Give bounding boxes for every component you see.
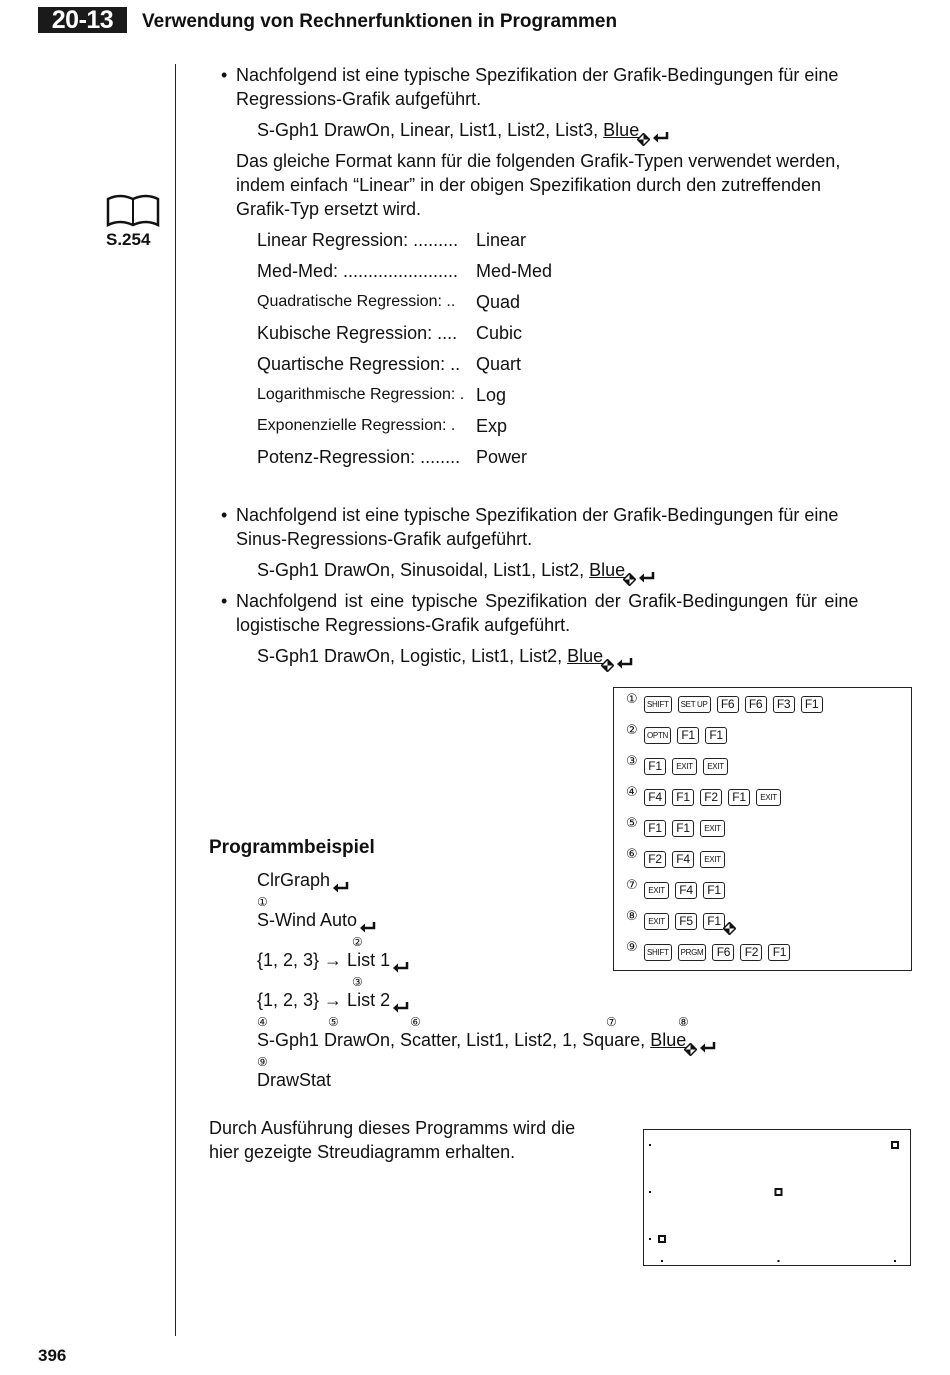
key: EXIT (700, 851, 725, 868)
key-row (626, 877, 731, 900)
key: F4 (644, 789, 666, 806)
key-sequence-box (613, 687, 912, 971)
step-number: ⑥ (626, 846, 638, 861)
key: F1 (768, 944, 790, 961)
key: F2 (644, 851, 666, 868)
key: EXIT (703, 758, 728, 775)
step-marker: ④ (257, 1015, 268, 1029)
key: F6 (717, 696, 739, 713)
step-marker: ② (352, 935, 363, 949)
regression-label: Exponenzielle Regression: . (257, 417, 456, 434)
key-row (626, 939, 796, 962)
paragraph-line: Nachfolgend ist eine typische Spezifikation der Grafik-Bedingungen für eine (236, 505, 839, 525)
key: EXIT (700, 820, 725, 837)
diamond-icon (723, 922, 736, 935)
enter-icon (360, 915, 376, 927)
page-number: 396 (38, 1346, 67, 1365)
key: F1 (728, 789, 750, 806)
step-number: ⑤ (626, 815, 638, 830)
key: EXIT (756, 789, 781, 806)
regression-value: Cubic (476, 323, 523, 343)
step-number: ⑨ (626, 939, 638, 954)
bullet: • (221, 591, 228, 611)
diamond-icon (684, 1038, 697, 1051)
result-text: hier gezeigte Streudiagramm erhalten. (209, 1142, 516, 1162)
page-title: Verwendung von Rechnerfunktionen in Programmen (142, 11, 618, 32)
key-row (626, 815, 731, 838)
enter-icon (393, 955, 409, 967)
key: EXIT (672, 758, 697, 775)
code-line: S-Gph1 DrawOn, Linear, List1, List2, List3, Blue (257, 118, 669, 142)
enter-icon (700, 1035, 716, 1047)
key: EXIT (644, 913, 669, 930)
program-line: {1, 2, 3} → List 1 (257, 948, 409, 972)
step-marker: ⑦ (606, 1015, 617, 1029)
margin-divider (175, 64, 176, 1336)
enter-icon (617, 651, 633, 663)
key: OPTN (644, 727, 671, 744)
regression-value: Quad (476, 292, 521, 312)
regression-value: Quart (476, 354, 522, 374)
paragraph-line: Grafik-Typ ersetzt wird. (236, 199, 422, 219)
code-line: S-Gph1 DrawOn, Logistic, List1, List2, Blue (257, 644, 633, 668)
step-number: ① (626, 691, 638, 706)
key: PRGM (678, 944, 707, 961)
key-row (626, 691, 829, 714)
key: F1 (644, 758, 666, 775)
key: F1 (703, 882, 725, 899)
regression-label: Potenz-Regression: ........ (257, 447, 461, 467)
step-marker: ③ (352, 975, 363, 989)
regression-label: Med-Med: ....................... (257, 261, 459, 281)
page-reference: S.254 (106, 230, 151, 249)
key: F1 (703, 913, 725, 930)
regression-value: Med-Med (476, 261, 553, 281)
step-marker: ① (257, 895, 268, 909)
key: F1 (801, 696, 823, 713)
program-line: {1, 2, 3} → List 2 (257, 988, 409, 1012)
regression-label: Quartische Regression: .. (257, 354, 461, 374)
program-title: Programmbeispiel (209, 837, 375, 858)
step-number: ⑦ (626, 877, 638, 892)
key: F1 (672, 789, 694, 806)
step-marker: ⑧ (678, 1015, 689, 1029)
diamond-icon (637, 128, 650, 141)
key: F4 (672, 851, 694, 868)
step-marker: ⑥ (410, 1015, 421, 1029)
scatter-point (659, 1236, 665, 1242)
section-badge: 20-13 (38, 7, 127, 33)
scatter-plot (644, 1130, 909, 1264)
scatter-point (892, 1142, 898, 1148)
scatter-plot-screen (643, 1129, 911, 1266)
book-icon (106, 193, 160, 234)
program-line: ClrGraph (257, 868, 349, 892)
key-row (626, 908, 736, 931)
enter-icon (653, 125, 669, 137)
key-row (626, 784, 787, 807)
enter-icon (393, 995, 409, 1007)
key: F3 (773, 696, 795, 713)
paragraph-line: Sinus-Regressions-Grafik aufgeführt. (236, 529, 533, 549)
paragraph-line: Nachfolgend ist eine typische Spezifikation der Grafik-Bedingungen für eine (236, 591, 859, 611)
paragraph-line: Das gleiche Format kann für die folgenden Grafik-Typen verwendet werden, (236, 151, 841, 171)
step-number: ④ (626, 784, 638, 799)
regression-value: Linear (476, 230, 527, 250)
scatter-point (776, 1189, 782, 1195)
step-marker: ⑨ (257, 1055, 268, 1069)
key: EXIT (644, 882, 669, 899)
key: F1 (672, 820, 694, 837)
regression-value: Log (476, 385, 507, 405)
step-number: ⑧ (626, 908, 638, 923)
key: SHIFT (644, 696, 672, 713)
regression-label: Kubische Regression: .... (257, 323, 458, 343)
key: SHIFT (644, 944, 672, 961)
program-line: DrawStat (257, 1070, 332, 1090)
step-marker: ⑤ (328, 1015, 339, 1029)
regression-label: Quadratische Regression: .. (257, 293, 456, 310)
key-row (626, 846, 731, 869)
x-tick (778, 1260, 780, 1262)
key: F1 (677, 727, 699, 744)
paragraph-line: Regressions-Grafik aufgeführt. (236, 89, 482, 109)
result-text: Durch Ausführung dieses Programms wird die (209, 1118, 576, 1138)
key: F2 (700, 789, 722, 806)
diamond-icon (601, 654, 614, 667)
key-row (626, 753, 734, 776)
regression-label: Linear Regression: ......... (257, 230, 459, 250)
key: F1 (644, 820, 666, 837)
code-line: S-Gph1 DrawOn, Sinusoidal, List1, List2, Blue (257, 558, 655, 582)
regression-value: Power (476, 447, 528, 467)
key: F6 (712, 944, 734, 961)
y-tick (649, 1238, 651, 1240)
paragraph-line: logistische Regressions-Grafik aufgeführt. (236, 615, 571, 635)
diamond-icon (623, 568, 636, 581)
bullet: • (221, 65, 228, 85)
enter-icon (333, 875, 349, 887)
key: F4 (675, 882, 697, 899)
key: F6 (745, 696, 767, 713)
x-tick (894, 1260, 896, 1262)
key-row (626, 722, 733, 745)
key: F1 (705, 727, 727, 744)
key: SET UP (678, 696, 711, 713)
bullet: • (221, 505, 228, 525)
enter-icon (639, 565, 655, 577)
step-number: ② (626, 722, 638, 737)
y-tick (649, 1191, 651, 1193)
y-tick (649, 1144, 651, 1146)
step-number: ③ (626, 753, 638, 768)
key: F2 (740, 944, 762, 961)
program-line: S-Wind Auto (257, 908, 376, 932)
x-tick (661, 1260, 663, 1262)
regression-label: Logarithmische Regression: . (257, 386, 465, 403)
key: F5 (675, 913, 697, 930)
program-line: S-Gph1 DrawOn, Scatter, List1, List2, 1, Square, Blue (257, 1028, 716, 1052)
paragraph-line: Nachfolgend ist eine typische Spezifikation der Grafik-Bedingungen für eine (236, 65, 839, 85)
paragraph-line: indem einfach “Linear” in der obigen Spezifikation durch den zutreffenden (236, 175, 822, 195)
regression-value: Exp (476, 416, 508, 436)
